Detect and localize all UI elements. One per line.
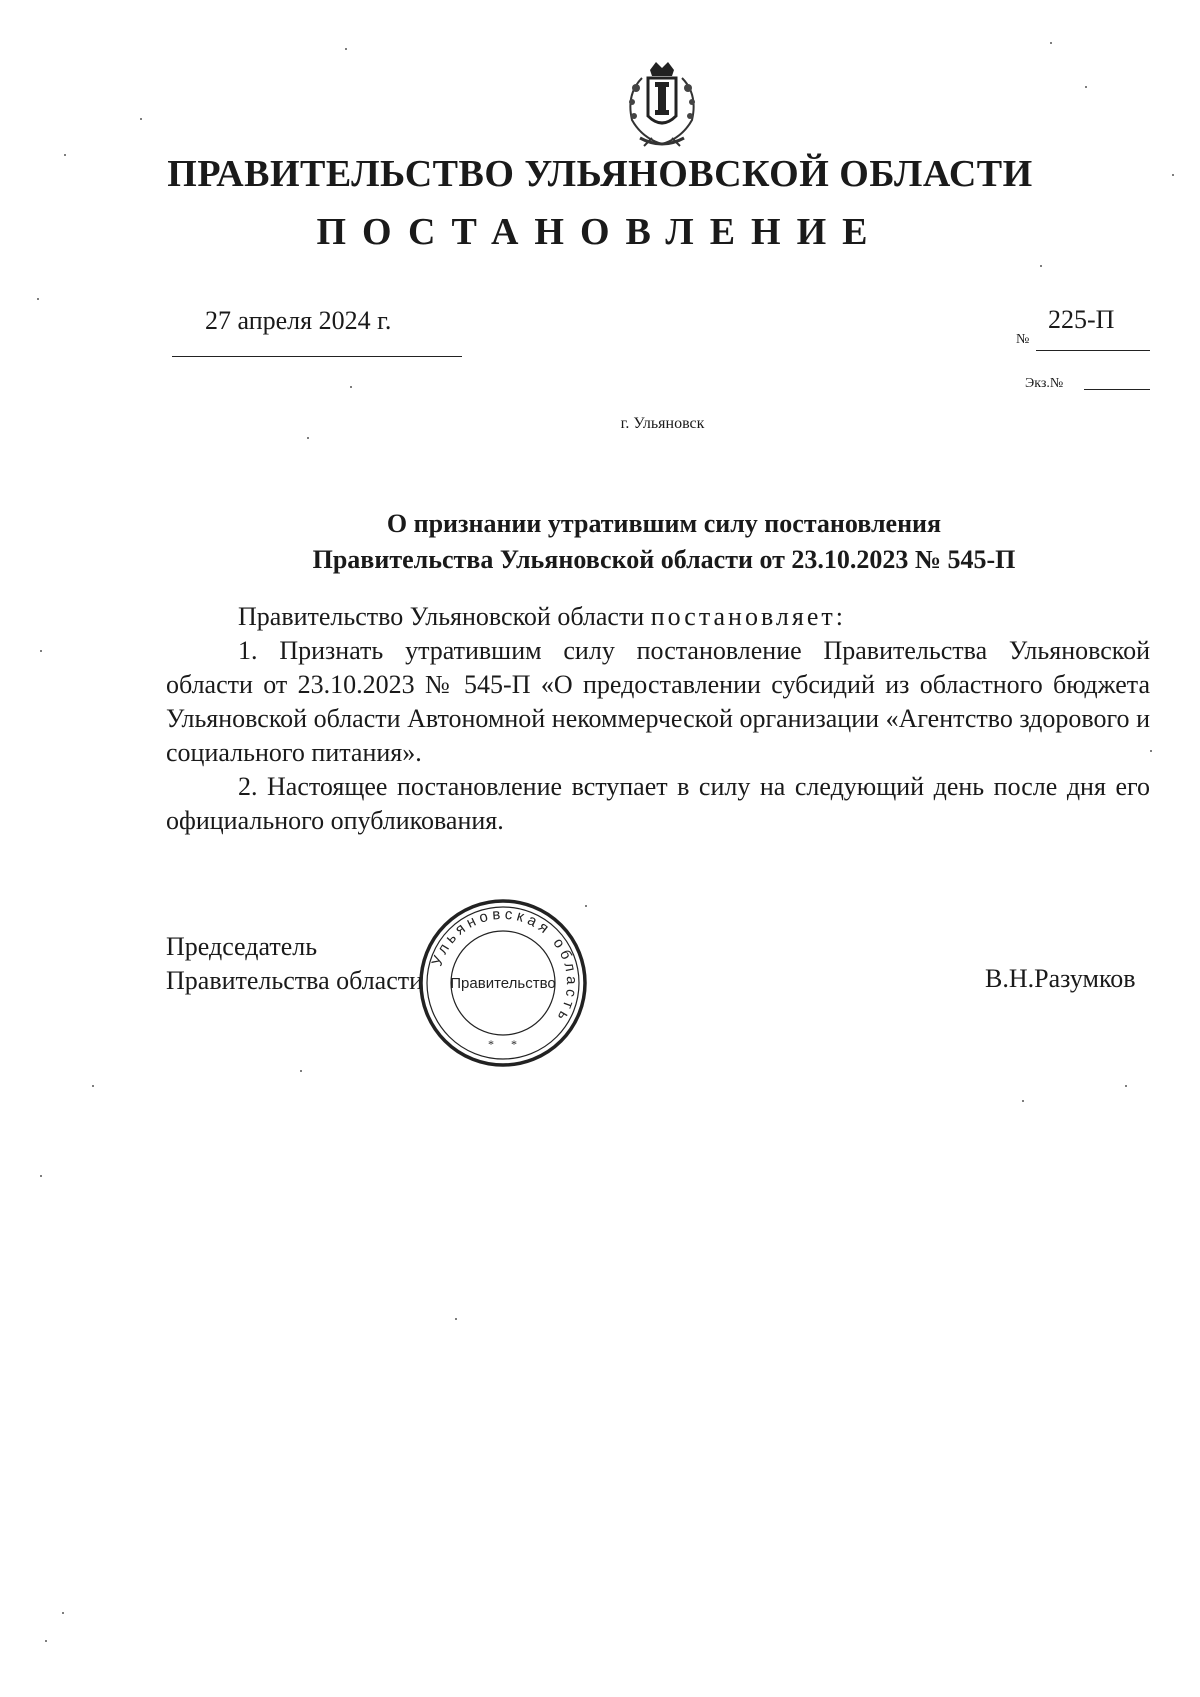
seal-center-text: Правительство: [450, 975, 556, 992]
document-body: [166, 600, 1150, 838]
heading-line-1: О признании утратившим силу постановления: [386, 509, 942, 538]
intro-paragraph: [166, 600, 1150, 634]
city: г. Ульяновск: [620, 415, 705, 432]
intro-prefix: Правительство Ульяновской области: [238, 602, 645, 631]
number-label: №: [1016, 332, 1030, 347]
item-2: 2. Настоящее постановление вступает в силу на следующий день после дня его официального опубликования.: [166, 772, 1150, 835]
signatory-name: В.Н.Разумков: [985, 964, 1136, 993]
coat-of-arms-emblem: [612, 58, 712, 158]
date-underline: [172, 356, 462, 357]
document-type: ПОСТАНОВЛЕНИЕ: [316, 211, 884, 253]
copy-number-label: Экз.№: [1025, 376, 1064, 391]
signatory-position: [166, 930, 423, 998]
svg-text:Ульяновская область: [428, 906, 580, 1027]
document-heading: [0, 506, 1200, 578]
svg-text:*: *: [488, 1037, 494, 1051]
copy-number-underline: [1084, 389, 1150, 390]
document-number: 225-П: [1048, 305, 1115, 334]
official-seal: [418, 898, 588, 1068]
document-date: 27 апреля 2024 г.: [205, 306, 392, 335]
position-line-2: Правительства области: [166, 966, 424, 995]
seal-ring-text: Ульяновская область: [428, 905, 581, 1027]
heading-line-2: Правительства Ульяновской области от 23.10.2023 № 545-П: [312, 545, 1016, 574]
number-underline: [1036, 350, 1150, 351]
government-title: ПРАВИТЕЛЬСТВО УЛЬЯНОВСКОЙ ОБЛАСТИ: [167, 153, 1033, 195]
svg-text:*: *: [511, 1037, 517, 1051]
position-line-1: Председатель: [166, 932, 318, 961]
item-1: 1. Признать утратившим силу постановление Правительства Ульяновской области от 23.10.2023 № 545-П «О предоставлении субсидий из областного бюджета Ульяновской области Автономной некоммерческой организации «Агентство здорового и социального питания».: [166, 636, 1150, 767]
intro-verb: постановляет:: [650, 602, 846, 631]
